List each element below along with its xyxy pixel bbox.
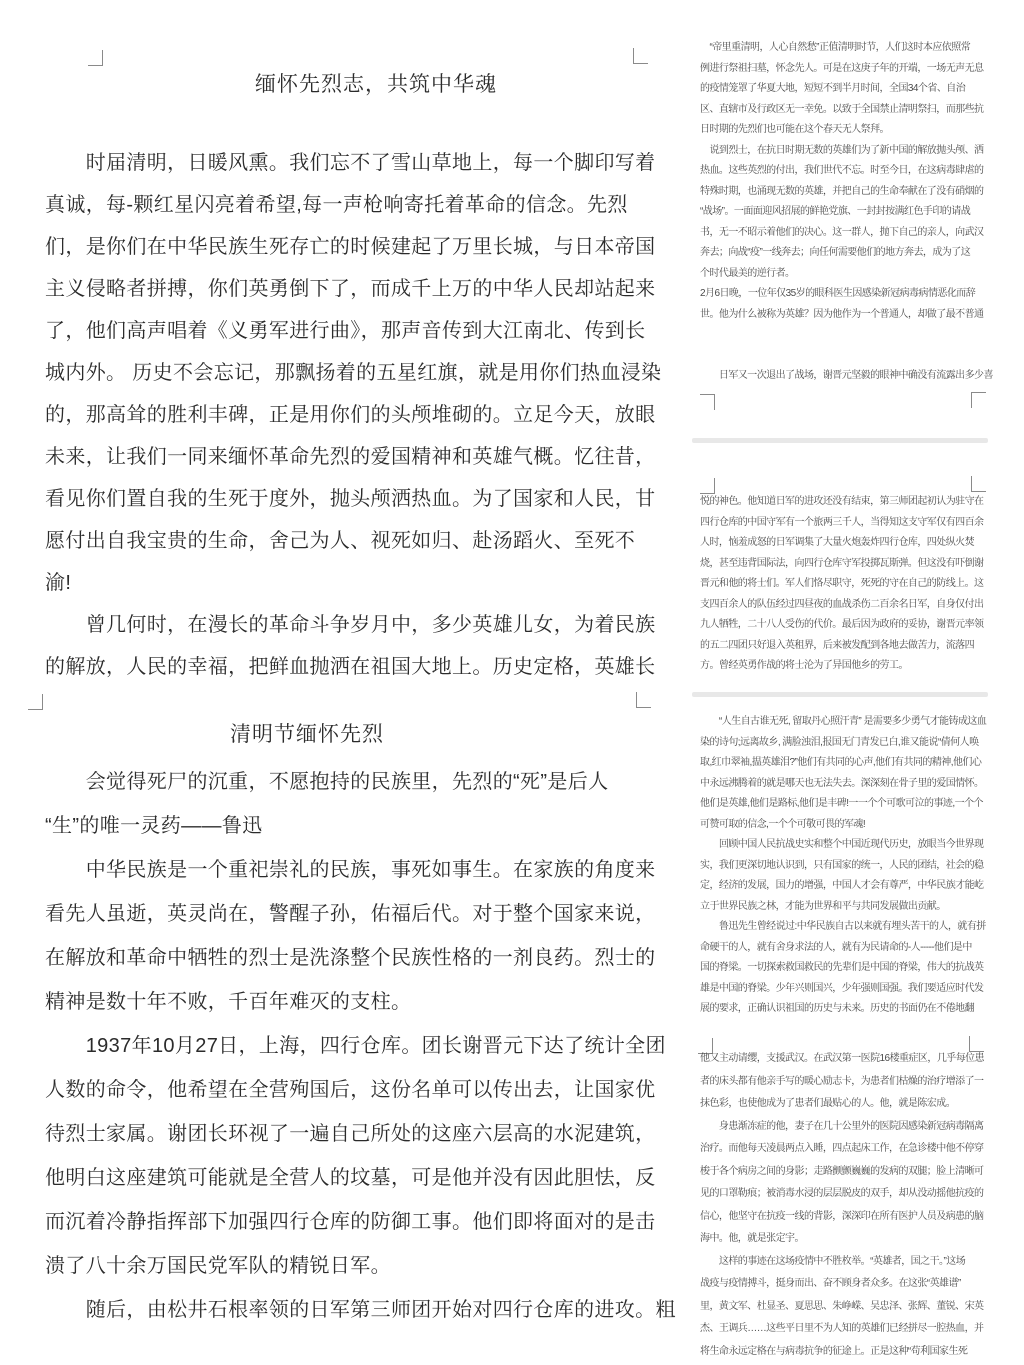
text-line: 杰、王调兵……这些平日里不为人知的英雄们已经拼尽一腔热血，并: [700, 1323, 984, 1334]
text-line: 他们是英雄,他们是路标,他们是丰碑!一一个个可歌可泣的事迹,一个个: [700, 798, 983, 809]
text-line: 身患渐冻症的他，妻子在几十公里外的医院因感染新冠病毒隔离: [700, 1120, 984, 1132]
text-line: 的解放，人民的幸福，把鲜血抛洒在祖国大地上。历史定格，英雄长: [45, 656, 656, 678]
text-line: “战场”。一面面迎风招展的鲜艳党旗、一封封按满红色手印的请战: [700, 206, 971, 217]
text-line: 曾几何时，在漫长的革命斗争岁月中，多少英雄儿女，为着民族: [45, 614, 656, 636]
text-line: 抹色彩，也使他成为了患者们最贴心的人。他，就是陈宏成。: [700, 1098, 956, 1109]
text-line: 悦的神色。他知道日军的进攻还没有结束，第三师团起初认为驻守在: [700, 496, 984, 507]
right-page4-body: [700, 1048, 1000, 1363]
text-line: 城内外。 历史不会忘记，那飘扬着的五星红旗，就是用你们热血浸染: [45, 362, 662, 384]
text-line: 世。他为什么被称为英雄？因为他作为一个普通人，却做了最不普通: [700, 308, 984, 320]
crop-mark-rpage1-bottom-left: [700, 394, 715, 410]
page1-body: [45, 142, 665, 688]
text-line: 精神是数十年不败，千百年难灭的支柱。: [45, 991, 412, 1013]
text-line: 海中。他，就是张定宇。: [700, 1233, 804, 1244]
text-line: 书，无一不昭示着他们的决心。这一群人，抛下自己的亲人，向武汉: [700, 226, 984, 238]
text-line: 渝!: [45, 572, 72, 594]
page2-title: 清明节缅怀先烈: [230, 723, 384, 746]
text-line: 主义侵略者拼搏，你们英勇倒下了，而成千上万的中华人民却站起来: [45, 278, 656, 300]
text-line: 随后，由松井石根率领的日军第三师团开始对四行仓库的进攻。粗: [45, 1299, 676, 1321]
text-line: 在解放和革命中牺牲的烈士是洗涤整个民族性格的一剂良药。烈士的: [45, 947, 656, 969]
text-line: 回顾中国人民抗战史实和整个中国近现代历史，放眼当今世界现: [700, 839, 984, 850]
text-line: 支四百余人的队伍经过四昼夜的血战杀伤二百余名日军，自身仅付出: [700, 598, 984, 610]
text-line: 雄是中国的脊梁。少年兴则国兴，少年强则国强。我们要适应时代发: [700, 982, 984, 994]
text-line: 九人牺牲，二十八人受伤的代价。最后因为政府的妥协，谢晋元率领: [700, 619, 984, 630]
text-line: 而沉着冷静指挥部下加强四行仓库的防御工事。他们即将面对的是击: [45, 1211, 656, 1233]
text-line: 2月6日晚，一位年仅35岁的眼科医生因感染新冠病毒病情恶化而辞: [700, 288, 976, 299]
page2-body: [45, 760, 676, 1332]
text-line: 日时期的先烈们也可能在这个春天无人祭拜。: [700, 124, 889, 135]
crop-mark-page1-top-right: [633, 48, 648, 64]
text-line: 取,红巾翠袖,揾英雄泪?”他们有共同的心声,他们有共同的精神,他们心: [700, 757, 982, 768]
text-line: 看见你们置自我的生死于度外，抛头颅洒热血。为了国家和人民，甘: [45, 488, 656, 510]
text-line: 待烈士家属。谢团长环视了一遍自己所处的这座六层高的水泥建筑，: [45, 1123, 656, 1145]
text-line: 例进行祭祖扫墓，怀念先人。可是在这庚子年的开端，一场无声无息: [700, 62, 984, 74]
right-page3-body: [700, 712, 1000, 1020]
crop-mark-page1-top-left: [88, 50, 103, 66]
text-line: 梭于各个病房之间的身影；走路颤颤巍巍的发病的双腿；脸上清晰可: [700, 1165, 984, 1177]
text-line: 的，那高耸的胜利丰碑，正是用你们的头颅堆砌的。立足今天，放眼: [45, 404, 656, 426]
page1-title: 缅怀先烈志，共筑中华魂: [255, 73, 497, 96]
right-page1-body: [700, 38, 1000, 387]
text-line: 方。曾经英勇作战的将士沦为了异国他乡的劳工。: [700, 660, 908, 671]
text-line: 特殊时期，也涌现无数的英雄，并把自己的生命奉献在了没有硝烟的: [700, 185, 984, 197]
crop-mark-page2-top-left: [28, 694, 43, 710]
text-line: 命硬干的人，就有舍身求法的人，就有为民请命的-人-----他们是中: [700, 941, 972, 953]
text-line: [700, 325, 1000, 346]
text-line: 未来，让我们一同来缅怀革命先烈的爱国精神和英雄气概。忆往昔，: [45, 446, 656, 468]
text-line: 国的脊梁。一切探索救国救民的先辈们是中国的脊梁，伟大的抗战英: [700, 962, 984, 973]
text-line: 热血。这些英烈的付出，我们世代不忘。时至今日，在这病毒肆虐的: [700, 165, 984, 176]
text-line: 中华民族是一个重祀崇礼的民族，事死如事生。在家族的角度来: [45, 859, 656, 881]
text-line: 者的床头都有他亲手写的暖心励志卡，为患者们枯燥的治疗增添了一: [700, 1075, 984, 1087]
text-line: [700, 346, 1000, 367]
text-line: 他又主动请缨，支援武汉。在武汉第一医院16楼重症区，几乎每位患: [700, 1053, 985, 1064]
text-line: 的疫情笼罩了华夏大地，短短不到半月时间，全国34个省、自治: [700, 83, 966, 94]
text-line: 鲁迅先生曾经说过:中华民族自古以来就有埋头苦干的人，就有拼: [700, 921, 986, 932]
text-line: 里，黄文军、杜显圣、夏思思、朱峥嵘、吴忠泽、张辉、董锐、宋英: [700, 1300, 984, 1312]
text-line: 的五二四团只好退入英租界，后来被发配到各地去做苦力，流落四: [700, 639, 975, 651]
text-line: 展的要求，正确认识祖国的历史与未来。历史的书面仍在不倦地翻: [700, 1003, 975, 1014]
crop-mark-page2-top-right: [636, 692, 651, 708]
text-line: “帝里重清明，人心自然愁”正值清明时节，人们这时本应依照常: [700, 42, 971, 53]
text-line: 奔去；向战“疫”一线奔去；向任何需要他们的地方奔去，成为了这: [700, 247, 971, 258]
text-line: 将生命永远定格在与病毒抗争的征途上。正是这种“苟利国家生死: [700, 1345, 968, 1357]
text-line: 治疗。而他每天凌晨两点入睡，四点起床工作，在急诊楼中他不停穿: [700, 1143, 984, 1154]
page-gap-divider-1: [692, 438, 988, 443]
text-line: 实，我们更深切地认识到，只有国家的统一，人民的团结，社会的稳: [700, 859, 984, 871]
text-line: 见的口罩勒痕；被消毒水浸的层层脱皮的双手，却从没动摇他抗疫的: [700, 1188, 984, 1199]
text-line: 立于世界民族之林，才能为世界和平与共同发展做出贡献。: [700, 900, 946, 912]
crop-mark-rpage2-top-right: [971, 476, 986, 492]
text-line: 看先人虽逝，英灵尚在，警醒子孙，佑福后代。对于整个国家来说，: [45, 903, 656, 925]
text-line: “人生自古谁无死, 留取丹心照汗青” 是需要多少勇气才能铸成这血: [700, 716, 987, 727]
text-line: 们，是你们在中华民族生死存亡的时候建起了万里长城，与日本帝国: [45, 236, 656, 258]
crop-mark-rpage1-bottom-right: [971, 392, 986, 408]
text-line: 定，经济的发展，国力的增强，中国人才会有尊严，中华民族才能屹: [700, 880, 984, 891]
text-line: 战疫与疫情搏斗，挺身而出、奋不顾身者众多。在这张“英雄谱”: [700, 1278, 961, 1289]
text-line: “生”的唯一灵药——鲁迅: [45, 815, 263, 837]
text-line: 这样的事迹在这场疫情中不胜枚举。“英雄者，国之干。”这场: [700, 1255, 966, 1267]
text-line: 人时，恼羞成怒的日军调集了大量火炮轰炸四行仓库，四处纵火焚: [700, 537, 975, 548]
text-line: 1937年10月27日，上海，四行仓库。团长谢晋元下达了统计全团: [45, 1035, 666, 1057]
text-line: 可赞可取的信念,一个个可敬可畏的军魂!: [700, 818, 866, 830]
right-page2-body: [700, 492, 1000, 677]
text-line: 人数的命令，他希望在全营殉国后，这份名单可以传出去，让国家优: [45, 1079, 656, 1101]
text-line: 晋元和他的将士们。军人们恪尽职守，死死的守在自己的防线上。这: [700, 578, 984, 589]
text-line: 区、直辖市及行政区无一幸免。以致于全国禁止清明祭扫，而那些抗: [700, 103, 984, 115]
text-line: 四行仓库的中国守军有一个旅两三千人，当得知这支守军仅有四百余: [700, 516, 984, 528]
text-line: 时届清明，日暖风熏。我们忘不了雪山草地上，每一个脚印写着: [45, 152, 656, 174]
text-line: 中永远沸腾着的就是哪天也无法失去。深深刻在骨子里的爱国情怀。: [700, 777, 984, 789]
text-line: 真诚，每-颗红星闪亮着希望,每一声枪响寄托着革命的信念。先烈: [45, 194, 628, 216]
text-line: 了，他们高声唱着《义勇军进行曲》，那声音传到大江南北、传到长: [45, 320, 646, 342]
text-line: 溃了八十余万国民党军队的精锐日军。: [45, 1255, 391, 1277]
text-line: 他明白这座建筑可能就是全营人的坟墓，可是他并没有因此胆怯，反: [45, 1167, 656, 1189]
text-line: 愿付出自我宝贵的生命，舍己为人、视死如归、赴汤蹈火、至死不: [45, 530, 636, 552]
text-line: 信心，他坚守在抗疫一线的背影，深深印在所有医护人员及病患的脑: [700, 1210, 984, 1222]
text-line: 烧，甚至违背国际法，向四行仓库守军投掷瓦斯弹。但这没有吓倒谢: [700, 557, 984, 569]
text-line: 个时代最美的逆行者。: [700, 267, 795, 279]
text-line: 会觉得死尸的沉重，不愿抱持的民族里，先烈的“死”是后人: [45, 771, 609, 793]
text-line: 染的诗句;远离故乡, 满脸浊泪,报国无门青发已白,谁又能说“倩何人唤: [700, 736, 979, 748]
page-gap-divider-2: [692, 692, 988, 697]
text-line: 日军又一次退出了战场，谢晋元坚毅的眼神中确没有流露出多少喜: [700, 370, 993, 381]
text-line: 说到烈士，在抗日时期无数的英雄们为了新中国的解放抛头颅、洒: [700, 144, 984, 156]
